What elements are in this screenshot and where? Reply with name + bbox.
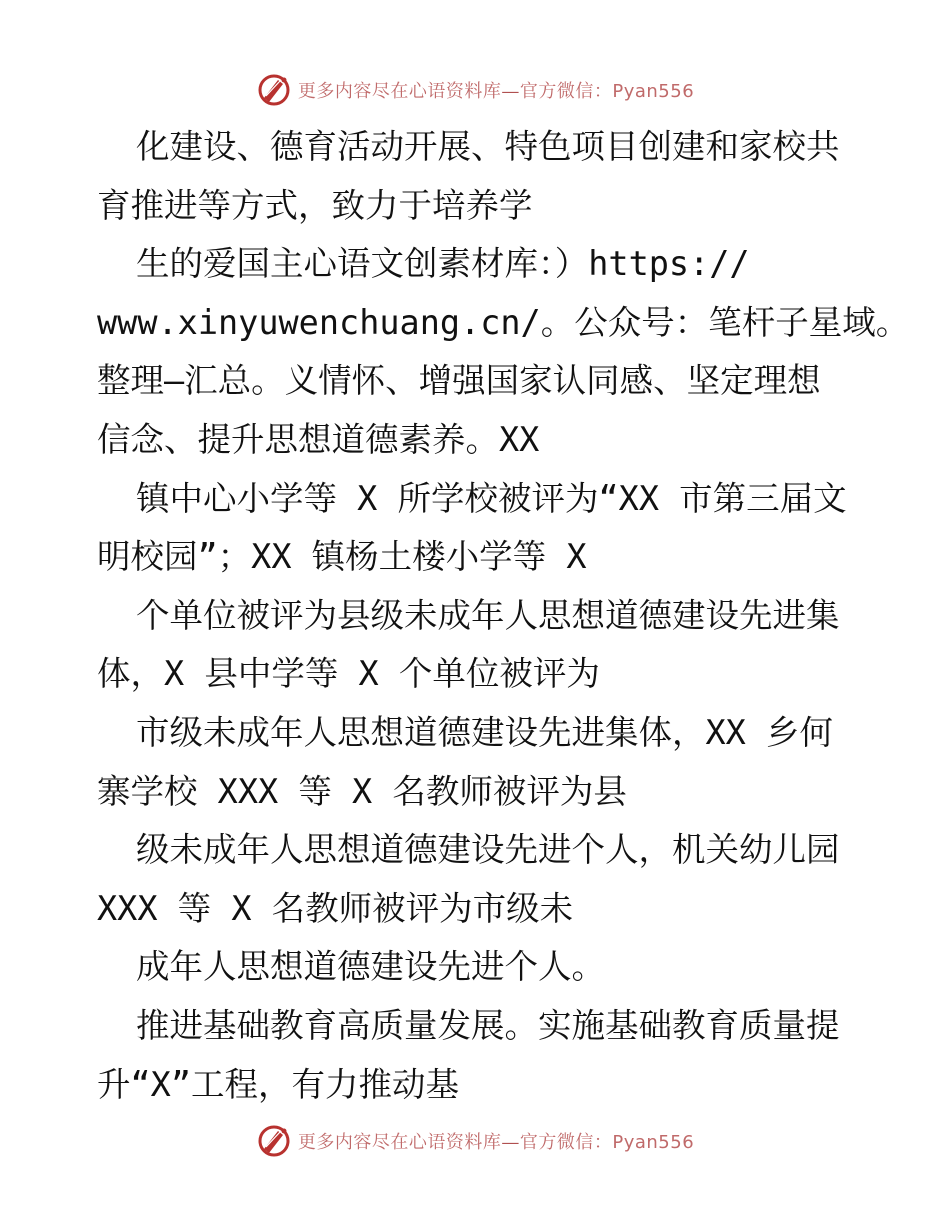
body-line: 生的爱国主心语文创素材库：）https:// (136, 244, 750, 284)
brand-logo-icon (256, 72, 292, 108)
header-banner-text (298, 77, 694, 103)
body-line: 育推进等方式，致力于培养学 (97, 185, 533, 225)
body-line: 化建设、德育活动开展、特色项目创建和家校共 (136, 127, 840, 166)
header-brand-text: 更多内容尽在心语资料库 (297, 81, 502, 102)
footer-banner-text (298, 1128, 694, 1154)
body-line: 成年人思想道德建设先进个人。 (136, 947, 605, 987)
header-banner (0, 70, 950, 110)
body-line: 寨学校 XXX 等 X 名教师被评为县 (97, 771, 627, 811)
body-line: 升“X”工程，有力推动基 (97, 1064, 460, 1104)
footer-wechat-label: 官方微信： (519, 1132, 613, 1153)
body-line: 信念、提升思想道德素养。XX (97, 419, 540, 459)
body-line: www.xinyuwenchuang.cn/。公众号：笔杆子星域。 (97, 302, 910, 342)
body-line: 推进基础教育高质量发展。实施基础教育质量提 (136, 1005, 840, 1045)
footer-separator: — (501, 1132, 520, 1153)
header-separator: — (501, 81, 520, 102)
header-wechat-id: Pyan556 (612, 81, 695, 102)
body-line: XXX 等 X 名教师被评为市级未 (97, 888, 574, 928)
footer-wechat-id: Pyan556 (612, 1132, 695, 1153)
body-line: 整理—汇总。义情怀、增强国家认同感、坚定理想 (97, 361, 821, 401)
body-line: 市级未成年人思想道德建设先进集体，XX 乡何 (136, 712, 834, 752)
brand-logo-icon (256, 1123, 292, 1159)
body-line: 级未成年人思想道德建设先进个人，机关幼儿园 (136, 830, 840, 870)
body-line: 镇中心小学等 X 所学校被评为“XX 市第三届文 (136, 478, 847, 518)
header-wechat-label: 官方微信： (519, 81, 613, 102)
body-line: 体，X 县中学等 X 个单位被评为 (97, 654, 600, 694)
document-body (97, 118, 910, 1114)
body-line: 个单位被评为县级未成年人思想道德建设先进集 (136, 595, 840, 635)
footer-banner (0, 1121, 950, 1161)
body-line: 明校园”；XX 镇杨土楼小学等 X (97, 537, 587, 577)
footer-brand-text: 更多内容尽在心语资料库 (297, 1132, 502, 1153)
